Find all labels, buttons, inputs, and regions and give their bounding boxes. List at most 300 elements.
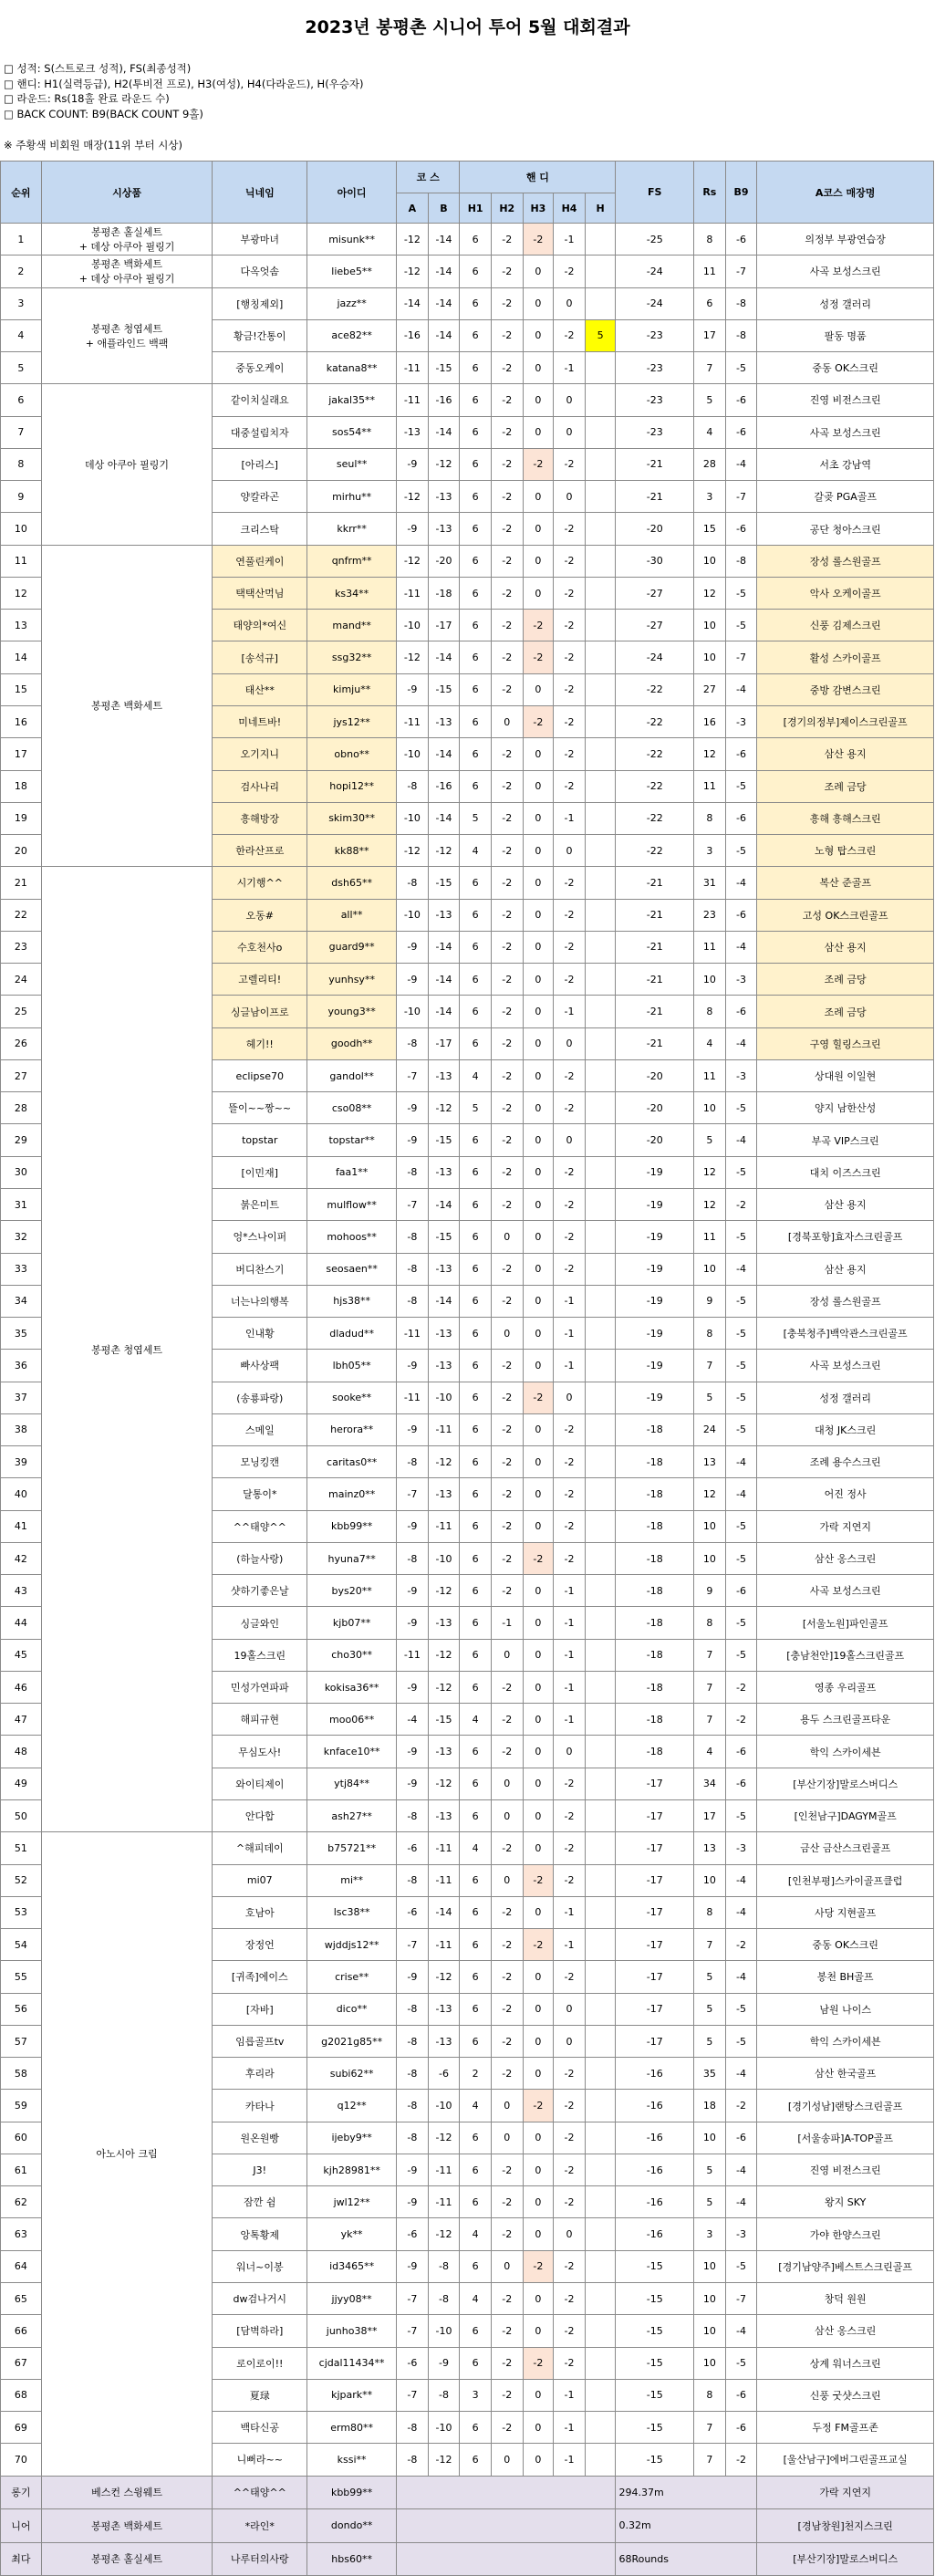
fs-cell: -23 — [616, 384, 694, 416]
fs-cell: -21 — [616, 899, 694, 931]
fs-cell: -20 — [616, 1059, 694, 1091]
h-cell — [585, 1350, 616, 1382]
rank-cell: 7 — [1, 416, 42, 448]
rs-cell: 10 — [694, 2347, 726, 2379]
award-nickname-cell: 나루터의사랑 — [213, 2542, 307, 2576]
nickname-cell: 고렐리티! — [213, 964, 307, 996]
b9-cell: -7 — [725, 256, 757, 287]
id-cell: mirhu** — [307, 481, 397, 513]
id-cell: hyuna7** — [307, 1542, 397, 1574]
h1-cell: 6 — [460, 1542, 492, 1574]
id-cell: jjyy08** — [307, 2283, 397, 2315]
id-cell: mi** — [307, 1864, 397, 1896]
course-a-cell: -10 — [397, 610, 429, 641]
h4-cell: -1 — [554, 224, 586, 256]
rs-cell: 8 — [694, 1607, 726, 1639]
nickname-cell: 해피규현 — [213, 1704, 307, 1736]
rank-cell: 22 — [1, 899, 42, 931]
h2-cell: -2 — [491, 416, 523, 448]
nickname-cell: 앙톡황제 — [213, 2218, 307, 2250]
h1-cell: 6 — [460, 1768, 492, 1799]
b9-cell: -4 — [725, 1027, 757, 1059]
course-b-cell: -13 — [428, 481, 460, 513]
h4-cell: -2 — [554, 1253, 586, 1285]
rs-cell: 12 — [694, 577, 726, 609]
fs-cell: -19 — [616, 1350, 694, 1382]
h1-cell: 6 — [460, 1864, 492, 1896]
nickname-cell: 뜰이~~짱~~ — [213, 1092, 307, 1124]
h1-cell: 5 — [460, 1092, 492, 1124]
h1-cell: 6 — [460, 1285, 492, 1317]
rs-cell: 7 — [694, 1639, 726, 1671]
h4-cell: -2 — [554, 964, 586, 996]
nickname-cell: 태양의*여신 — [213, 610, 307, 641]
b9-cell: -6 — [725, 738, 757, 770]
h1-cell: 6 — [460, 1124, 492, 1156]
fs-cell: -15 — [616, 2444, 694, 2476]
h4-cell: -2 — [554, 1059, 586, 1091]
h1-cell: 6 — [460, 1318, 492, 1350]
award-nickname-cell: *라인* — [213, 2509, 307, 2543]
table-row — [1, 287, 934, 319]
page-title: 2023년 봉평촌 시니어 투어 5월 대회결과 — [305, 17, 630, 37]
nickname-cell: 잠깐 쉼 — [213, 2186, 307, 2218]
h1-cell: 6 — [460, 770, 492, 802]
store-cell: 용두 스크린골프타운 — [757, 1704, 934, 1736]
nickname-cell: (하늘사랑) — [213, 1542, 307, 1574]
rank-cell: 25 — [1, 996, 42, 1027]
h-cell — [585, 2315, 616, 2347]
h3-cell: 0 — [523, 2186, 554, 2218]
h2-cell: -2 — [491, 1446, 523, 1478]
header-store: A코스 매장명 — [757, 162, 934, 224]
fs-cell: -25 — [616, 224, 694, 256]
h1-cell: 6 — [460, 1510, 492, 1542]
b9-cell: -6 — [725, 416, 757, 448]
b9-cell: -5 — [725, 770, 757, 802]
course-a-cell: -8 — [397, 1864, 429, 1896]
nickname-cell: 중동오케이 — [213, 352, 307, 384]
id-cell: sos54** — [307, 416, 397, 448]
award-row — [1, 2509, 934, 2543]
fs-cell: -17 — [616, 1768, 694, 1799]
h3-cell: 0 — [523, 319, 554, 351]
h4-cell: 0 — [554, 384, 586, 416]
rs-cell: 8 — [694, 224, 726, 256]
nickname-cell: (송룡파랑) — [213, 1382, 307, 1413]
h4-cell: -2 — [554, 448, 586, 480]
course-b-cell: -13 — [428, 2025, 460, 2057]
store-cell: 삼산 용지 — [757, 738, 934, 770]
h3-cell: -2 — [523, 448, 554, 480]
course-b-cell: -11 — [428, 1864, 460, 1896]
b9-cell: -5 — [725, 610, 757, 641]
h1-cell: 6 — [460, 1350, 492, 1382]
h1-cell: 6 — [460, 1413, 492, 1445]
nickname-cell: 붉은미트 — [213, 1188, 307, 1220]
store-cell: 팔동 명품 — [757, 319, 934, 351]
b9-cell: -5 — [725, 1350, 757, 1382]
h3-cell: -2 — [523, 224, 554, 256]
h-cell — [585, 2090, 616, 2122]
course-b-cell: -8 — [428, 2283, 460, 2315]
nickname-cell: 연풀린케이 — [213, 545, 307, 577]
fs-cell: -17 — [616, 1832, 694, 1864]
rs-cell: 28 — [694, 448, 726, 480]
id-cell: kssi** — [307, 2444, 397, 2476]
h1-cell: 6 — [460, 931, 492, 963]
h4-cell: -2 — [554, 2058, 586, 2090]
h2-cell: 0 — [491, 1800, 523, 1832]
h4-cell: -2 — [554, 2250, 586, 2282]
h4-cell: 0 — [554, 1124, 586, 1156]
b9-cell: -5 — [725, 2025, 757, 2057]
course-b-cell: -12 — [428, 2218, 460, 2250]
id-cell: jazz** — [307, 287, 397, 319]
fs-cell: -19 — [616, 1253, 694, 1285]
h4-cell: -1 — [554, 1575, 586, 1607]
b9-cell: -6 — [725, 2412, 757, 2444]
rank-cell: 13 — [1, 610, 42, 641]
h1-cell: 6 — [460, 1188, 492, 1220]
course-b-cell: -18 — [428, 577, 460, 609]
h1-cell: 6 — [460, 1382, 492, 1413]
h2-cell: -2 — [491, 287, 523, 319]
h1-cell: 2 — [460, 2058, 492, 2090]
table-row — [1, 545, 934, 577]
h2-cell: -2 — [491, 577, 523, 609]
h-cell — [585, 1382, 616, 1413]
id-cell: kk88** — [307, 835, 397, 867]
fs-cell: -16 — [616, 2090, 694, 2122]
course-a-cell: -9 — [397, 1961, 429, 1993]
store-cell: 진영 비전스크린 — [757, 384, 934, 416]
course-b-cell: -13 — [428, 1318, 460, 1350]
id-cell: kkrr** — [307, 513, 397, 545]
h3-cell: -2 — [523, 1864, 554, 1896]
id-cell: kimju** — [307, 673, 397, 705]
h-cell — [585, 1929, 616, 1961]
h3-cell: 0 — [523, 1768, 554, 1799]
course-a-cell: -9 — [397, 1768, 429, 1799]
nickname-cell: 샷하기좋은날 — [213, 1575, 307, 1607]
fs-cell: -21 — [616, 1027, 694, 1059]
rank-cell: 67 — [1, 2347, 42, 2379]
h4-cell: -2 — [554, 2283, 586, 2315]
id-cell: hjs38** — [307, 1285, 397, 1317]
h-cell — [585, 1413, 616, 1445]
h4-cell: -2 — [554, 1510, 586, 1542]
award-empty-cell — [397, 2542, 616, 2576]
store-cell: 사곡 보성스크린 — [757, 1575, 934, 1607]
rank-cell: 36 — [1, 1350, 42, 1382]
b9-cell: -4 — [725, 673, 757, 705]
rs-cell: 7 — [694, 1704, 726, 1736]
h3-cell: 0 — [523, 416, 554, 448]
h3-cell: 0 — [523, 1350, 554, 1382]
h2-cell: -2 — [491, 2025, 523, 2057]
h-cell — [585, 867, 616, 899]
h4-cell: -1 — [554, 1671, 586, 1703]
course-a-cell: -8 — [397, 1800, 429, 1832]
course-b-cell: -13 — [428, 899, 460, 931]
nickname-cell: 임릅골프tv — [213, 2025, 307, 2057]
store-cell: 공단 청아스크린 — [757, 513, 934, 545]
nickname-cell: dw검나거시 — [213, 2283, 307, 2315]
store-cell: 대청 JK스크린 — [757, 1413, 934, 1445]
id-cell: mulflow** — [307, 1188, 397, 1220]
course-b-cell: -11 — [428, 2186, 460, 2218]
rs-cell: 8 — [694, 802, 726, 834]
h4-cell: -2 — [554, 1832, 586, 1864]
prize-cell: 데상 아쿠아 필링기 — [41, 384, 212, 545]
note-round: □ 라운드: Rs(18홀 완료 라운드 수) — [4, 92, 170, 105]
h4-cell: -2 — [554, 1478, 586, 1510]
h4-cell: -1 — [554, 1607, 586, 1639]
b9-cell: -6 — [725, 899, 757, 931]
fs-cell: -18 — [616, 1542, 694, 1574]
store-cell: 조례 금당 — [757, 770, 934, 802]
nickname-cell: [담벽하라] — [213, 2315, 307, 2347]
rank-cell: 18 — [1, 770, 42, 802]
store-cell: 상계 워너스크린 — [757, 2347, 934, 2379]
fs-cell: -30 — [616, 545, 694, 577]
rs-cell: 10 — [694, 1510, 726, 1542]
nickname-cell: [송석규] — [213, 641, 307, 673]
course-a-cell: -9 — [397, 673, 429, 705]
rank-cell: 40 — [1, 1478, 42, 1510]
nickname-cell: 싱글와인 — [213, 1607, 307, 1639]
rs-cell: 7 — [694, 1671, 726, 1703]
h4-cell: -1 — [554, 1929, 586, 1961]
fs-cell: -16 — [616, 2122, 694, 2154]
h2-cell: -2 — [491, 2412, 523, 2444]
rank-cell: 1 — [1, 224, 42, 256]
h2-cell: -2 — [491, 2058, 523, 2090]
rank-cell: 16 — [1, 705, 42, 737]
h3-cell: 0 — [523, 964, 554, 996]
course-b-cell: -13 — [428, 1350, 460, 1382]
h1-cell: 6 — [460, 1156, 492, 1188]
award-value-cell: 0.32m — [616, 2509, 757, 2543]
id-cell: q12** — [307, 2090, 397, 2122]
course-b-cell: -12 — [428, 1961, 460, 1993]
h2-cell: -2 — [491, 2154, 523, 2185]
course-a-cell: -8 — [397, 1285, 429, 1317]
course-a-cell: -9 — [397, 1575, 429, 1607]
rank-cell: 47 — [1, 1704, 42, 1736]
h-cell: 5 — [585, 319, 616, 351]
h3-cell: 0 — [523, 577, 554, 609]
h2-cell: 0 — [491, 2122, 523, 2154]
rs-cell: 23 — [694, 899, 726, 931]
rank-cell: 14 — [1, 641, 42, 673]
course-a-cell: -8 — [397, 1993, 429, 2025]
course-a-cell: -8 — [397, 770, 429, 802]
h3-cell: 0 — [523, 1059, 554, 1091]
id-cell: cso08** — [307, 1092, 397, 1124]
store-cell: 대치 이즈스크린 — [757, 1156, 934, 1188]
rs-cell: 6 — [694, 287, 726, 319]
id-cell: misunk** — [307, 224, 397, 256]
h3-cell: 0 — [523, 2122, 554, 2154]
h4-cell: -1 — [554, 1285, 586, 1317]
fs-cell: -21 — [616, 448, 694, 480]
b9-cell: -8 — [725, 319, 757, 351]
fs-cell: -27 — [616, 577, 694, 609]
course-a-cell: -9 — [397, 1092, 429, 1124]
h3-cell: 0 — [523, 673, 554, 705]
b9-cell: -4 — [725, 1864, 757, 1896]
course-b-cell: -12 — [428, 1575, 460, 1607]
store-cell: 장성 롤스원골프 — [757, 545, 934, 577]
b9-cell: -5 — [725, 1607, 757, 1639]
h4-cell: -1 — [554, 1318, 586, 1350]
h4-cell: 0 — [554, 2025, 586, 2057]
h1-cell: 6 — [460, 641, 492, 673]
note-handicap: □ 핸디: H1(실력등급), H2(투비전 프로), H3(여성), H4(다라운드), H(우승자) — [4, 77, 364, 90]
course-a-cell: -9 — [397, 2250, 429, 2282]
h2-cell: -2 — [491, 738, 523, 770]
store-cell: 활성 스카이골프 — [757, 641, 934, 673]
h-cell — [585, 577, 616, 609]
course-a-cell: -6 — [397, 1832, 429, 1864]
h-cell — [585, 481, 616, 513]
h4-cell: 0 — [554, 1993, 586, 2025]
rank-cell: 15 — [1, 673, 42, 705]
store-cell: 삼산 옹스크린 — [757, 1542, 934, 1574]
store-cell: [울산남구]에버그린골프교실 — [757, 2444, 934, 2476]
b9-cell: -5 — [725, 1413, 757, 1445]
rank-cell: 66 — [1, 2315, 42, 2347]
b9-cell: -5 — [725, 2347, 757, 2379]
h-cell — [585, 1478, 616, 1510]
h1-cell: 6 — [460, 1027, 492, 1059]
h2-cell: 0 — [491, 2444, 523, 2476]
h2-cell: -2 — [491, 1253, 523, 1285]
id-cell: ytj84** — [307, 1768, 397, 1799]
rs-cell: 13 — [694, 1832, 726, 1864]
fs-cell: -17 — [616, 1929, 694, 1961]
h1-cell: 3 — [460, 2379, 492, 2411]
store-cell: 남원 나이스 — [757, 1993, 934, 2025]
course-b-cell: -14 — [428, 416, 460, 448]
award-id-cell: dondo** — [307, 2509, 397, 2543]
rs-cell: 7 — [694, 2412, 726, 2444]
fs-cell: -18 — [616, 1413, 694, 1445]
h2-cell: -1 — [491, 1607, 523, 1639]
rank-cell: 12 — [1, 577, 42, 609]
rank-cell: 56 — [1, 1993, 42, 2025]
header-id: 아이디 — [307, 162, 397, 224]
rs-cell: 10 — [694, 964, 726, 996]
rs-cell: 10 — [694, 641, 726, 673]
course-a-cell: -7 — [397, 1188, 429, 1220]
store-cell: 사곡 보성스크린 — [757, 416, 934, 448]
h1-cell: 6 — [460, 610, 492, 641]
special-awards — [1, 2476, 934, 2576]
rs-cell: 3 — [694, 481, 726, 513]
course-a-cell: -4 — [397, 1704, 429, 1736]
b9-cell: -8 — [725, 287, 757, 319]
h2-cell: 0 — [491, 2090, 523, 2122]
b9-cell: -7 — [725, 481, 757, 513]
course-a-cell: -8 — [397, 2025, 429, 2057]
h2-cell: -2 — [491, 256, 523, 287]
h4-cell: -1 — [554, 2444, 586, 2476]
h3-cell: -2 — [523, 2090, 554, 2122]
h1-cell: 6 — [460, 1961, 492, 1993]
nickname-cell: [행칭제외] — [213, 287, 307, 319]
h4-cell: -2 — [554, 673, 586, 705]
rs-cell: 10 — [694, 610, 726, 641]
h-cell — [585, 2379, 616, 2411]
table-row — [1, 256, 934, 287]
h-cell — [585, 224, 616, 256]
h-cell — [585, 2025, 616, 2057]
course-b-cell: -14 — [428, 964, 460, 996]
nickname-cell: 모닝킹캔 — [213, 1446, 307, 1478]
h2-cell: -2 — [491, 1156, 523, 1188]
h2-cell: -2 — [491, 1671, 523, 1703]
rs-cell: 10 — [694, 2315, 726, 2347]
h-cell — [585, 1318, 616, 1350]
h1-cell: 4 — [460, 2090, 492, 2122]
store-cell: [서울노원]파인골프 — [757, 1607, 934, 1639]
nickname-cell: 미네트바! — [213, 705, 307, 737]
h1-cell: 6 — [460, 2186, 492, 2218]
id-cell: gandol** — [307, 1059, 397, 1091]
rs-cell: 10 — [694, 1542, 726, 1574]
b9-cell: -5 — [725, 1800, 757, 1832]
b9-cell: -5 — [725, 1993, 757, 2025]
course-a-cell: -10 — [397, 996, 429, 1027]
nickname-cell: [귀족]에이스 — [213, 1961, 307, 1993]
fs-cell: -15 — [616, 2283, 694, 2315]
h-cell — [585, 1285, 616, 1317]
h4-cell: -2 — [554, 610, 586, 641]
nickname-cell: 스메일 — [213, 1413, 307, 1445]
h4-cell: -2 — [554, 1961, 586, 1993]
h4-cell: -2 — [554, 738, 586, 770]
h-cell — [585, 1059, 616, 1091]
course-a-cell: -16 — [397, 319, 429, 351]
award-store-cell: 가락 지연지 — [757, 2476, 934, 2509]
h2-cell: 0 — [491, 705, 523, 737]
course-a-cell: -8 — [397, 1221, 429, 1253]
h3-cell: -2 — [523, 1929, 554, 1961]
rank-cell: 32 — [1, 1221, 42, 1253]
h-cell — [585, 770, 616, 802]
h-cell — [585, 835, 616, 867]
award-prize-cell: 베스컨 스윙웨트 — [41, 2476, 212, 2509]
nickname-cell: topstar — [213, 1124, 307, 1156]
fs-cell: -19 — [616, 1318, 694, 1350]
store-cell: 양지 남한산성 — [757, 1092, 934, 1124]
h-cell — [585, 545, 616, 577]
id-cell: young3** — [307, 996, 397, 1027]
table-row — [1, 867, 934, 899]
fs-cell: -21 — [616, 867, 694, 899]
h2-cell: -2 — [491, 2283, 523, 2315]
note-backcount: □ BACK COUNT: B9(BACK COUNT 9홀) — [4, 107, 203, 120]
prize-cell: 봉평촌 청엽세트 — [41, 867, 212, 1832]
course-b-cell: -8 — [428, 2250, 460, 2282]
award-store-cell: [경남창원]천지스크린 — [757, 2509, 934, 2543]
course-a-cell: -12 — [397, 256, 429, 287]
h2-cell: 0 — [491, 1318, 523, 1350]
h-cell — [585, 2058, 616, 2090]
